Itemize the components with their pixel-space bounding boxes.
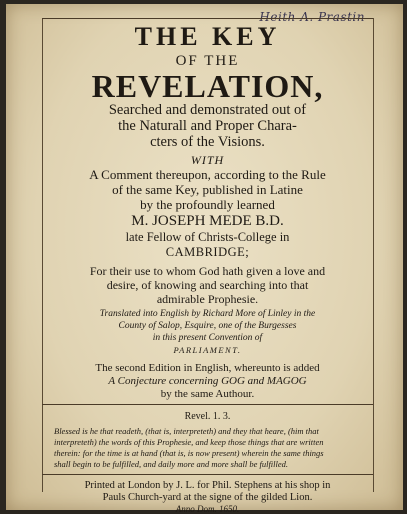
rule-above-verse: [42, 404, 373, 405]
edition-line: The second Edition in English, whereunto is added: [95, 362, 320, 374]
translator-line: PARLIAMENT.: [173, 345, 242, 355]
dedication-line: admirable Prophesie.: [156, 292, 259, 306]
verse-line: interpreteth) the words of this Prophesie, and keep those things that are written: [54, 437, 324, 447]
subtitle-line: the Naturall and Proper Chara-: [118, 118, 297, 134]
title-page: [6, 4, 403, 514]
rule-above-imprint: [42, 474, 373, 475]
with-label: WITH: [190, 153, 225, 167]
verse-line: therein: for the time is at hand (that is, is now present) wherein the same things: [54, 448, 324, 458]
handwritten-signature: Heith A. Prastin: [259, 10, 365, 24]
translator-line: County of Salop, Esquire, one of the Burgesses: [118, 321, 297, 331]
imprint-date: Anno Dom. 1650.: [175, 504, 240, 514]
comment-line: CAMBRIDGE;: [165, 245, 250, 259]
imprint-line: Pauls Church-yard at the signe of the gilded Lion.: [102, 492, 313, 503]
comment-line: late Fellow of Christs-College in: [125, 230, 290, 244]
top-rule: [42, 18, 373, 19]
title-line-2: OF THE: [175, 53, 240, 69]
edition-line: by the same Authour.: [160, 388, 255, 400]
title-line-3: REVELATION,: [91, 68, 324, 104]
translator-line: Translated into English by Richard More of Linley in the: [99, 309, 316, 319]
dedication-line: For their use to whom God hath given a love and: [89, 264, 326, 278]
title-line-1: THE KEY: [134, 22, 281, 51]
verse-line: Blessed is he that readeth, (that is, interpreteth) and they that heare, (him that: [54, 426, 319, 436]
comment-line: A Comment thereupon, according to the Rule: [89, 167, 326, 182]
verse-line: shall begin to be fulfilled, and daily more and more shall be fulfilled.: [54, 459, 289, 469]
imprint-line: Printed at London by J. L. for Phil. Stephens at his shop in: [84, 480, 331, 491]
subtitle-line: Searched and demonstrated out of: [108, 102, 307, 118]
translator-line: in this present Convention of: [152, 333, 263, 343]
edition-line: A Conjecture concerning GOG and MAGOG: [108, 375, 307, 387]
verse-reference: Revel. 1. 3.: [184, 411, 231, 422]
author-name: M. JOSEPH MEDE B.D.: [131, 213, 284, 229]
comment-line: by the profoundly learned: [140, 197, 275, 212]
comment-line: of the same Key, published in Latine: [112, 182, 303, 197]
subtitle-line: cters of the Visions.: [150, 134, 265, 150]
dedication-line: desire, of knowing and searching into that: [106, 278, 309, 292]
